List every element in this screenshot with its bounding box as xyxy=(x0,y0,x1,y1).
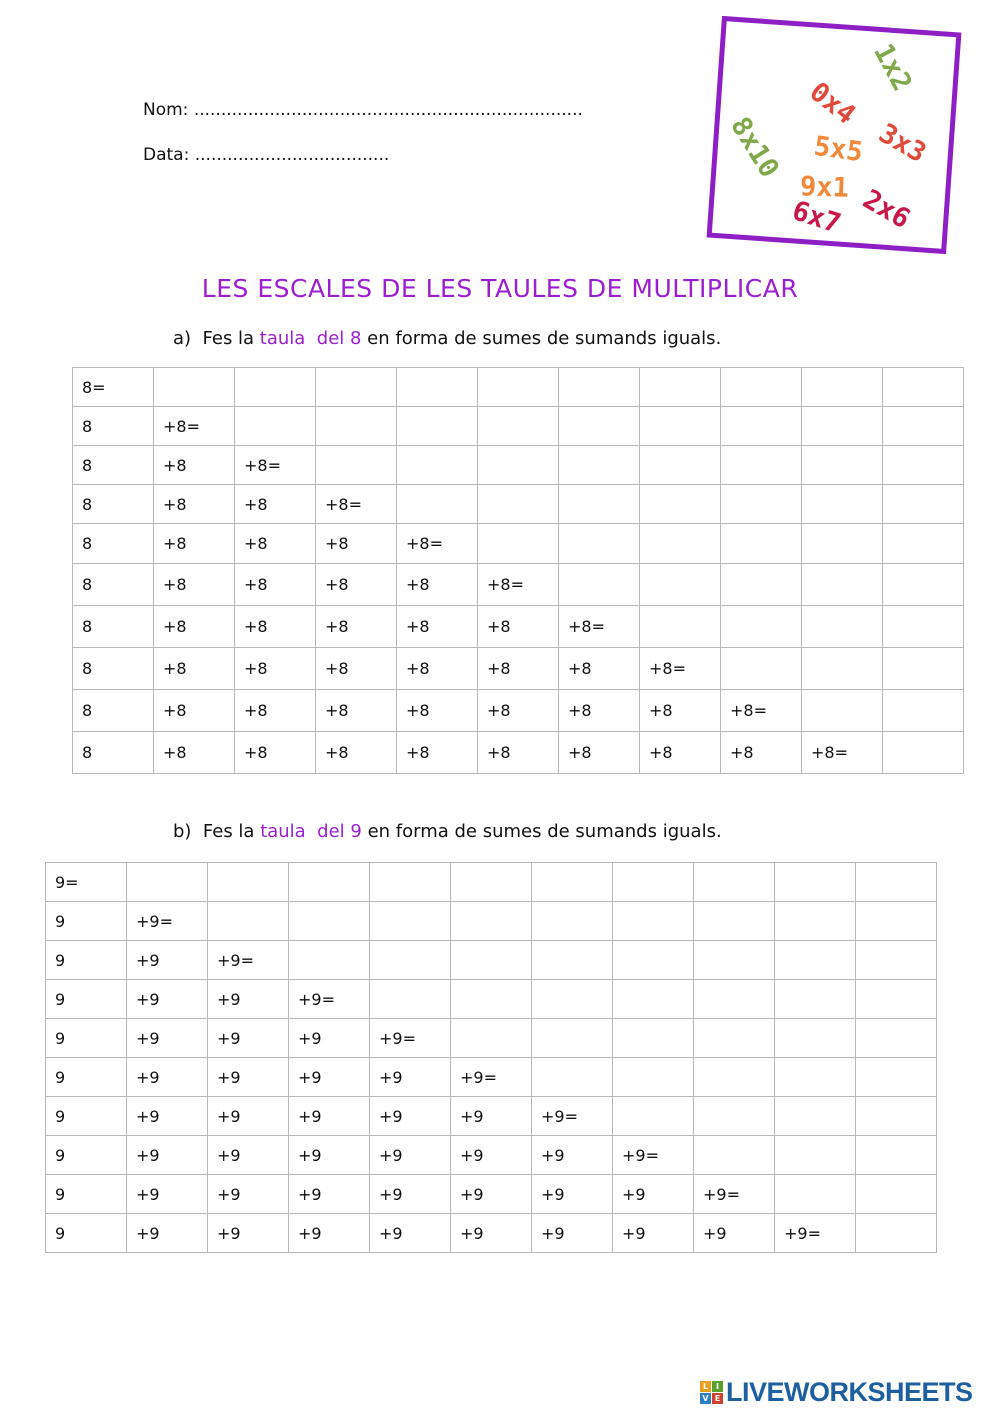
table-cell[interactable] xyxy=(721,446,802,485)
name-field[interactable] xyxy=(143,100,583,120)
table-cell[interactable] xyxy=(883,690,964,732)
table-cell[interactable]: +9 xyxy=(127,1058,208,1097)
wm-mark-i: I xyxy=(712,1381,723,1392)
table-cell[interactable] xyxy=(883,485,964,524)
page-title: LES ESCALES DE LES TAULES DE MULTIPLICAR xyxy=(201,274,799,303)
table-cell[interactable] xyxy=(775,980,856,1019)
table-cell[interactable]: +9 xyxy=(694,1214,775,1253)
table-cell[interactable]: 9= xyxy=(46,863,127,902)
table-cell[interactable] xyxy=(640,564,721,606)
table-cell[interactable]: +8 xyxy=(235,606,316,648)
table-cell[interactable] xyxy=(451,941,532,980)
table-cell[interactable]: +8 xyxy=(316,606,397,648)
table-cell[interactable]: +9 xyxy=(208,1136,289,1175)
table-cell[interactable]: +8 xyxy=(559,648,640,690)
table-cell[interactable]: 8 xyxy=(73,690,154,732)
table-cell[interactable]: +9 xyxy=(451,1136,532,1175)
table-cell[interactable]: +9= xyxy=(694,1175,775,1214)
table-cell[interactable]: +9 xyxy=(208,1058,289,1097)
table-row xyxy=(46,980,937,1019)
table-cell[interactable] xyxy=(856,1058,937,1097)
table-cell[interactable] xyxy=(694,1058,775,1097)
table-cell[interactable]: +8 xyxy=(154,732,235,774)
table-cell[interactable]: 9 xyxy=(46,941,127,980)
table-cell[interactable]: +8 xyxy=(235,732,316,774)
wm-mark-l: L xyxy=(700,1381,711,1392)
table-cell[interactable] xyxy=(721,485,802,524)
table-cell[interactable]: +8 xyxy=(316,690,397,732)
table-cell[interactable]: +9 xyxy=(289,1058,370,1097)
table-cell[interactable]: +8 xyxy=(235,564,316,606)
table-cell[interactable]: 8 xyxy=(73,648,154,690)
table-cell[interactable] xyxy=(775,863,856,902)
instruction-a xyxy=(173,328,721,349)
table-cell[interactable]: +9 xyxy=(451,1214,532,1253)
table-cell[interactable]: +9 xyxy=(208,1175,289,1214)
instruction-a-suffix: en forma de sumes de sumands iguals. xyxy=(361,328,722,349)
table-row xyxy=(73,732,964,774)
table-cell[interactable] xyxy=(640,606,721,648)
table-cell[interactable] xyxy=(775,1058,856,1097)
table-cell[interactable]: +9 xyxy=(289,1019,370,1058)
table-cell[interactable]: +8 xyxy=(235,690,316,732)
logo-tag-3x3: 3x3 xyxy=(873,117,932,170)
table-cell[interactable] xyxy=(883,732,964,774)
name-dots: ........................................................................ xyxy=(193,100,583,120)
table-row xyxy=(46,863,937,902)
table-cell[interactable] xyxy=(397,485,478,524)
table-cell[interactable]: +8 xyxy=(316,732,397,774)
table-cell[interactable] xyxy=(532,863,613,902)
table-cell[interactable]: +8 xyxy=(721,732,802,774)
table-cell[interactable]: +9= xyxy=(208,941,289,980)
table-row xyxy=(73,648,964,690)
table-cell[interactable]: +9 xyxy=(127,1019,208,1058)
table-cell[interactable] xyxy=(802,524,883,564)
instruction-b-highlight: taula del 9 xyxy=(260,821,362,842)
table-8 xyxy=(72,367,964,774)
table-cell[interactable] xyxy=(559,446,640,485)
table-cell[interactable] xyxy=(883,407,964,446)
table-row xyxy=(46,941,937,980)
instruction-a-highlight: taula del 8 xyxy=(259,328,362,349)
logo-tag-0x4: 0x4 xyxy=(803,76,862,131)
table-cell[interactable]: +8= xyxy=(721,690,802,732)
table-cell[interactable]: +9 xyxy=(127,1175,208,1214)
table-cell[interactable]: +8 xyxy=(478,690,559,732)
logo-tag-1x2: 1x2 xyxy=(867,38,918,97)
table-cell[interactable] xyxy=(478,407,559,446)
table-cell[interactable]: +9 xyxy=(532,1214,613,1253)
table-cell[interactable]: 9 xyxy=(46,1019,127,1058)
table-cell[interactable]: +9 xyxy=(208,1019,289,1058)
table-cell[interactable] xyxy=(640,485,721,524)
table-cell[interactable] xyxy=(613,980,694,1019)
table-cell[interactable]: +9 xyxy=(127,1097,208,1136)
table-cell[interactable] xyxy=(451,863,532,902)
table-cell[interactable] xyxy=(694,1019,775,1058)
table-cell[interactable] xyxy=(289,863,370,902)
table-cell[interactable] xyxy=(478,368,559,407)
table-cell[interactable]: +8 xyxy=(640,732,721,774)
table-cell[interactable]: +9= xyxy=(613,1136,694,1175)
table-cell[interactable] xyxy=(154,368,235,407)
table-cell[interactable] xyxy=(289,902,370,941)
table-cell[interactable]: +8= xyxy=(316,485,397,524)
table-cell[interactable]: +8 xyxy=(154,564,235,606)
table-cell[interactable]: +8= xyxy=(154,407,235,446)
table-cell[interactable] xyxy=(775,1136,856,1175)
table-cell[interactable] xyxy=(613,863,694,902)
table-cell[interactable]: +8 xyxy=(154,524,235,564)
table-cell[interactable] xyxy=(559,407,640,446)
table-cell[interactable] xyxy=(478,524,559,564)
table-cell[interactable] xyxy=(883,524,964,564)
table-cell[interactable] xyxy=(559,564,640,606)
table-row xyxy=(46,1058,937,1097)
table-cell[interactable]: +9= xyxy=(370,1019,451,1058)
instruction-b-suffix: en forma de sumes de sumands iguals. xyxy=(361,821,722,842)
table-cell[interactable] xyxy=(694,1097,775,1136)
table-cell[interactable] xyxy=(289,941,370,980)
table-cell[interactable]: 8 xyxy=(73,732,154,774)
table-cell[interactable]: +8 xyxy=(397,564,478,606)
table-cell[interactable]: +9= xyxy=(532,1097,613,1136)
table-cell[interactable] xyxy=(721,564,802,606)
table-cell[interactable]: +9 xyxy=(370,1175,451,1214)
table-cell[interactable]: +8 xyxy=(154,690,235,732)
logo-tag-2x6: 2x6 xyxy=(857,183,916,236)
liveworksheets-logo-icon xyxy=(700,1381,723,1404)
table-cell[interactable]: 8 xyxy=(73,407,154,446)
table-cell[interactable]: +8 xyxy=(478,606,559,648)
date-dots: .................................... xyxy=(194,145,390,165)
wm-mark-v: V xyxy=(700,1393,711,1404)
table-cell[interactable] xyxy=(802,485,883,524)
table-cell[interactable] xyxy=(802,606,883,648)
instruction-a-prefix: a) Fes la xyxy=(173,328,260,349)
liveworksheets-text: LIVEWORKSHEETS xyxy=(726,1376,973,1407)
table-cell[interactable] xyxy=(451,1019,532,1058)
table-cell[interactable]: 8 xyxy=(73,564,154,606)
date-field[interactable] xyxy=(143,145,389,165)
table-cell[interactable]: +8= xyxy=(235,446,316,485)
table-cell[interactable]: +9 xyxy=(613,1214,694,1253)
table-cell[interactable] xyxy=(883,606,964,648)
table-cell[interactable] xyxy=(856,863,937,902)
table-cell[interactable]: 9 xyxy=(46,980,127,1019)
table-cell[interactable]: 8 xyxy=(73,446,154,485)
table-9 xyxy=(45,862,937,1253)
table-cell[interactable] xyxy=(802,446,883,485)
table-cell[interactable] xyxy=(802,690,883,732)
table-cell[interactable]: +8 xyxy=(235,524,316,564)
table-cell[interactable]: 9 xyxy=(46,1058,127,1097)
table-row xyxy=(73,524,964,564)
table-cell[interactable]: +9 xyxy=(370,1058,451,1097)
table-row xyxy=(46,1097,937,1136)
table-cell[interactable] xyxy=(775,1019,856,1058)
table-cell[interactable] xyxy=(532,1058,613,1097)
table-cell[interactable] xyxy=(397,368,478,407)
table-cell[interactable] xyxy=(559,485,640,524)
table-row xyxy=(73,606,964,648)
logo-tag-9x1: 9x1 xyxy=(799,171,850,204)
table-cell[interactable] xyxy=(721,648,802,690)
table-cell[interactable]: +8 xyxy=(154,648,235,690)
logo-tag-8x10: 8x10 xyxy=(724,111,785,184)
table-cell[interactable]: +9 xyxy=(451,1175,532,1214)
table-cell[interactable] xyxy=(370,980,451,1019)
table-cell[interactable] xyxy=(613,1097,694,1136)
table-cell[interactable]: +8 xyxy=(397,690,478,732)
table-row xyxy=(73,485,964,524)
table-cell[interactable]: 9 xyxy=(46,902,127,941)
table-cell[interactable] xyxy=(721,407,802,446)
table-cell[interactable]: +9 xyxy=(289,1214,370,1253)
table-cell[interactable] xyxy=(856,1097,937,1136)
table-cell[interactable]: 9 xyxy=(46,1097,127,1136)
table-cell[interactable] xyxy=(802,407,883,446)
table-cell[interactable] xyxy=(370,941,451,980)
table-cell[interactable]: +8 xyxy=(154,485,235,524)
table-cell[interactable]: +8 xyxy=(478,732,559,774)
table-row xyxy=(46,1214,937,1253)
table-cell[interactable]: +9 xyxy=(127,1214,208,1253)
table-cell[interactable] xyxy=(613,1058,694,1097)
table-cell[interactable]: +9= xyxy=(775,1214,856,1253)
table-cell[interactable]: +9 xyxy=(532,1136,613,1175)
table-cell[interactable] xyxy=(775,1175,856,1214)
table-cell[interactable] xyxy=(613,941,694,980)
table-cell[interactable] xyxy=(883,564,964,606)
table-cell[interactable] xyxy=(532,980,613,1019)
name-label: Nom: xyxy=(143,100,189,120)
table-cell[interactable] xyxy=(127,863,208,902)
table-cell[interactable] xyxy=(883,648,964,690)
table-cell[interactable]: +9 xyxy=(127,980,208,1019)
table-cell[interactable]: +8= xyxy=(478,564,559,606)
table-cell[interactable] xyxy=(208,863,289,902)
date-label: Data: xyxy=(143,145,190,165)
table-cell[interactable] xyxy=(397,446,478,485)
table-cell[interactable] xyxy=(775,1097,856,1136)
instruction-b xyxy=(173,821,722,842)
table-cell[interactable]: +8 xyxy=(559,732,640,774)
table-row xyxy=(46,1136,937,1175)
table-cell[interactable] xyxy=(532,1019,613,1058)
table-cell[interactable]: +8 xyxy=(235,485,316,524)
table-cell[interactable]: +8= xyxy=(802,732,883,774)
table-cell[interactable]: +9 xyxy=(208,1214,289,1253)
table-cell[interactable]: +9 xyxy=(289,1097,370,1136)
table-cell[interactable]: 9 xyxy=(46,1175,127,1214)
table-cell[interactable] xyxy=(478,485,559,524)
table-cell[interactable] xyxy=(613,1019,694,1058)
table-cell[interactable]: +9 xyxy=(451,1097,532,1136)
table-cell[interactable] xyxy=(613,902,694,941)
table-cell[interactable]: +9 xyxy=(289,1175,370,1214)
table-cell[interactable]: +9 xyxy=(613,1175,694,1214)
instruction-b-prefix: b) Fes la xyxy=(173,821,261,842)
table-cell[interactable] xyxy=(235,368,316,407)
table-cell[interactable] xyxy=(316,368,397,407)
table-cell[interactable]: +9 xyxy=(532,1175,613,1214)
table-cell[interactable] xyxy=(559,368,640,407)
table-cell[interactable]: +9= xyxy=(289,980,370,1019)
table-row xyxy=(46,902,937,941)
table-cell[interactable]: +8 xyxy=(397,732,478,774)
logo-tag-5x5: 5x5 xyxy=(812,130,865,169)
table-cell[interactable]: +9 xyxy=(370,1097,451,1136)
table-cell[interactable] xyxy=(640,524,721,564)
table-cell[interactable] xyxy=(235,407,316,446)
table-cell[interactable] xyxy=(208,902,289,941)
table-cell[interactable] xyxy=(370,863,451,902)
table-row xyxy=(73,690,964,732)
table-cell[interactable]: +8 xyxy=(316,648,397,690)
table-cell[interactable] xyxy=(856,1175,937,1214)
table-row xyxy=(46,1175,937,1214)
table-cell[interactable]: +9 xyxy=(208,980,289,1019)
table-cell[interactable]: +9 xyxy=(370,1214,451,1253)
table-cell[interactable] xyxy=(694,941,775,980)
table-cell[interactable] xyxy=(451,980,532,1019)
table-cell[interactable]: +8 xyxy=(235,648,316,690)
table-row xyxy=(46,1019,937,1058)
table-cell[interactable] xyxy=(721,606,802,648)
table-cell[interactable] xyxy=(640,446,721,485)
table-cell[interactable] xyxy=(640,368,721,407)
table-row xyxy=(73,564,964,606)
table-cell[interactable] xyxy=(370,902,451,941)
table-cell[interactable]: 8 xyxy=(73,485,154,524)
table-cell[interactable] xyxy=(802,564,883,606)
logo-tag-6x7: 6x7 xyxy=(788,195,845,240)
table-cell[interactable] xyxy=(559,524,640,564)
table-cell[interactable]: +8 xyxy=(154,446,235,485)
table-cell[interactable] xyxy=(802,368,883,407)
table-cell[interactable]: +9 xyxy=(127,1136,208,1175)
table-cell[interactable] xyxy=(694,1136,775,1175)
table-cell[interactable] xyxy=(694,902,775,941)
table-cell[interactable] xyxy=(397,407,478,446)
table-cell[interactable]: +8 xyxy=(154,606,235,648)
table-row xyxy=(73,368,964,407)
table-cell[interactable]: +9 xyxy=(370,1136,451,1175)
table-cell[interactable]: +8 xyxy=(478,648,559,690)
table-cell[interactable] xyxy=(694,863,775,902)
table-cell[interactable]: +8 xyxy=(316,564,397,606)
table-cell[interactable]: +9 xyxy=(127,941,208,980)
liveworksheets-watermark xyxy=(700,1376,996,1408)
table-cell[interactable]: +9 xyxy=(289,1136,370,1175)
table-cell[interactable] xyxy=(856,1214,937,1253)
table-cell[interactable] xyxy=(640,407,721,446)
table-cell[interactable] xyxy=(694,980,775,1019)
table-cell[interactable] xyxy=(856,1019,937,1058)
table-cell[interactable]: 9 xyxy=(46,1136,127,1175)
table-cell[interactable]: +9= xyxy=(451,1058,532,1097)
table-cell[interactable] xyxy=(856,902,937,941)
table-cell[interactable] xyxy=(721,368,802,407)
table-row xyxy=(73,407,964,446)
table-cell[interactable]: +9 xyxy=(208,1097,289,1136)
table-cell[interactable] xyxy=(532,941,613,980)
table-cell[interactable] xyxy=(802,648,883,690)
table-cell[interactable]: +8 xyxy=(397,606,478,648)
table-row xyxy=(73,446,964,485)
table-cell[interactable]: +8 xyxy=(397,648,478,690)
table-cell[interactable] xyxy=(883,368,964,407)
table-cell[interactable] xyxy=(856,980,937,1019)
table-cell[interactable] xyxy=(316,446,397,485)
table-cell[interactable]: +8= xyxy=(397,524,478,564)
table-cell[interactable] xyxy=(721,524,802,564)
table-cell[interactable]: 8 xyxy=(73,524,154,564)
table-cell[interactable]: +8 xyxy=(640,690,721,732)
table-cell[interactable] xyxy=(532,902,613,941)
table-cell[interactable]: +8 xyxy=(559,690,640,732)
table-cell[interactable]: 8 xyxy=(73,606,154,648)
table-cell[interactable] xyxy=(478,446,559,485)
table-cell[interactable] xyxy=(883,446,964,485)
table-cell[interactable] xyxy=(451,902,532,941)
table-cell[interactable]: +8= xyxy=(559,606,640,648)
table-cell[interactable]: 8= xyxy=(73,368,154,407)
table-cell[interactable]: +9= xyxy=(127,902,208,941)
table-cell[interactable] xyxy=(775,941,856,980)
table-cell[interactable]: +8= xyxy=(640,648,721,690)
table-cell[interactable] xyxy=(316,407,397,446)
table-cell[interactable]: +8 xyxy=(316,524,397,564)
table-cell[interactable] xyxy=(856,1136,937,1175)
table-cell[interactable]: 9 xyxy=(46,1214,127,1253)
table-cell[interactable] xyxy=(856,941,937,980)
wm-mark-e: E xyxy=(712,1393,723,1404)
table-cell[interactable] xyxy=(775,902,856,941)
